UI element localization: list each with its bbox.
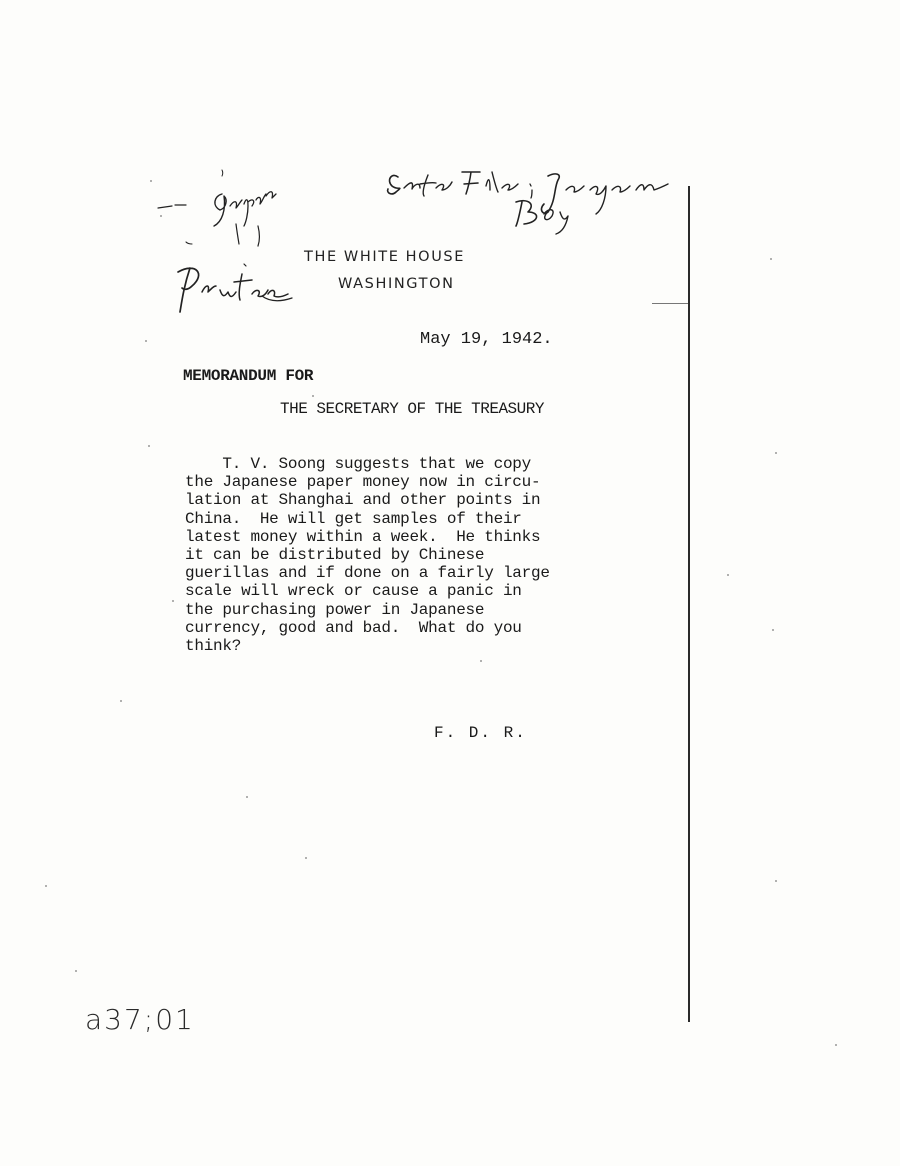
memo-body [185,455,625,655]
memo-date: May 19, 1942. [420,330,553,349]
memo-body-line: the Japanese paper money now in circu- [185,473,541,492]
memo-body-line: T. V. Soong suggests that we copy [185,455,532,473]
top-left-note-text [212,188,258,207]
memo-body-line: guerillas and if done on a fairly large [185,564,550,583]
left-note-text [178,270,260,295]
memo-heading: MEMORANDUM FOR [183,367,314,385]
memo-body-line: it can be distributed by Chinese [185,546,485,565]
letterhead-title: THE WHITE HOUSE [304,249,465,265]
top-right-note-text-line2 [516,198,554,222]
letterhead-city: WASHINGTON [338,276,455,292]
memo-signature: F. D. R. [434,724,527,742]
memo-body-line: think? [185,637,242,656]
top-left-handwritten-note [158,170,276,246]
memo-body-line: scale will wreck or cause a panic in [185,582,522,601]
memo-body-line: latest money within a week. He thinks [185,527,541,546]
memo-body-line: currency, good and bad. What do you [185,618,522,637]
reference-number: a37;01 [85,1003,195,1036]
memo-addressee: THE SECRETARY OF THE TREASURY [280,400,544,418]
memo-body-line: the purchasing power in Japanese [185,600,485,619]
memo-body-line: China. He will get samples of their [185,509,522,528]
top-right-note-text [392,168,552,192]
memo-body-line: lation at Shanghai and other points in [185,491,541,510]
